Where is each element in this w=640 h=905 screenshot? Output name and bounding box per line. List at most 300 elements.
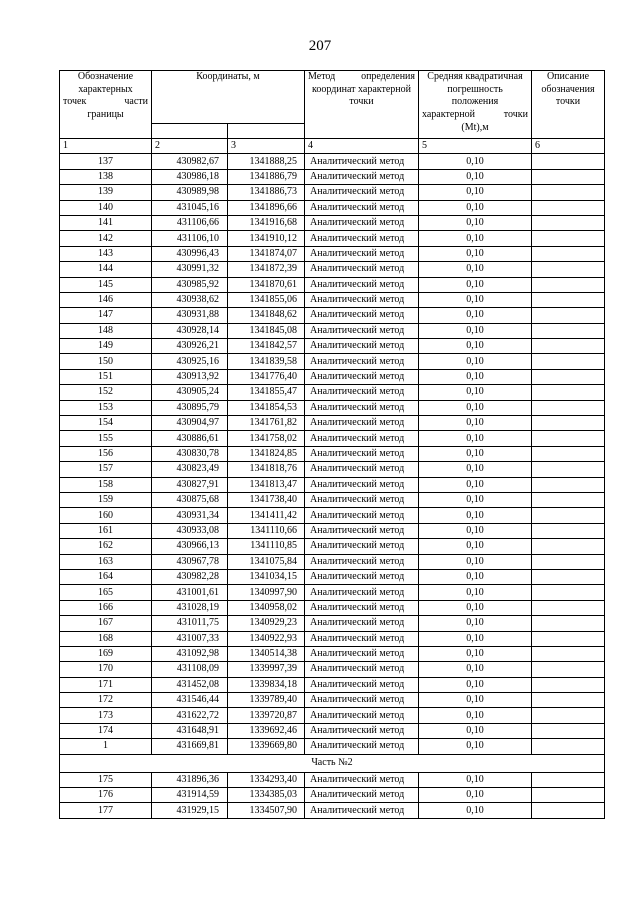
method-cell: Аналитический метод bbox=[305, 616, 419, 631]
point-number-cell: 147 bbox=[60, 308, 152, 323]
error-cell: 0,10 bbox=[419, 600, 532, 615]
page-number: 207 bbox=[308, 38, 332, 54]
error-cell: 0,10 bbox=[419, 772, 532, 787]
x-coordinate-cell: 431452,08 bbox=[152, 677, 228, 692]
x-coordinate-cell: 430926,21 bbox=[152, 339, 228, 354]
coordinates-table-container bbox=[59, 70, 604, 819]
header-point-designation-line: Обозначение bbox=[77, 71, 134, 82]
table-row bbox=[60, 539, 605, 554]
point-number-cell: 148 bbox=[60, 323, 152, 338]
point-number-cell: 177 bbox=[60, 803, 152, 818]
table-row bbox=[60, 492, 605, 507]
y-coordinate-cell: 1341855,47 bbox=[228, 385, 305, 400]
x-coordinate-cell: 430913,92 bbox=[152, 369, 228, 384]
description-cell bbox=[532, 323, 605, 338]
error-cell: 0,10 bbox=[419, 385, 532, 400]
method-cell: Аналитический метод bbox=[305, 400, 419, 415]
description-cell bbox=[532, 508, 605, 523]
part1-rows bbox=[60, 154, 605, 754]
point-number-cell: 159 bbox=[60, 492, 152, 507]
y-coordinate-cell: 1341738,40 bbox=[228, 492, 305, 507]
point-number-cell: 155 bbox=[60, 431, 152, 446]
y-coordinate-cell: 1341075,84 bbox=[228, 554, 305, 569]
error-cell: 0,10 bbox=[419, 477, 532, 492]
x-coordinate-cell: 430895,79 bbox=[152, 400, 228, 415]
x-coordinate-cell: 430827,91 bbox=[152, 477, 228, 492]
table-row bbox=[60, 246, 605, 261]
x-coordinate-cell: 431669,81 bbox=[152, 739, 228, 754]
table-row bbox=[60, 693, 605, 708]
x-coordinate-cell: 430982,28 bbox=[152, 569, 228, 584]
y-coordinate-cell: 1341411,42 bbox=[228, 508, 305, 523]
point-number-cell: 138 bbox=[60, 169, 152, 184]
point-number-cell: 162 bbox=[60, 539, 152, 554]
description-cell bbox=[532, 662, 605, 677]
table-row bbox=[60, 446, 605, 461]
y-coordinate-cell: 1341758,02 bbox=[228, 431, 305, 446]
point-number-cell: 163 bbox=[60, 554, 152, 569]
y-coordinate-cell: 1341848,62 bbox=[228, 308, 305, 323]
description-cell bbox=[532, 369, 605, 384]
method-cell: Аналитический метод bbox=[305, 246, 419, 261]
error-cell: 0,10 bbox=[419, 462, 532, 477]
point-number-cell: 143 bbox=[60, 246, 152, 261]
description-cell bbox=[532, 677, 605, 692]
method-cell: Аналитический метод bbox=[305, 431, 419, 446]
description-cell bbox=[532, 185, 605, 200]
point-number-cell: 142 bbox=[60, 231, 152, 246]
error-cell: 0,10 bbox=[419, 169, 532, 184]
header-error-line: положения bbox=[451, 96, 499, 108]
table-row bbox=[60, 788, 605, 803]
method-cell: Аналитический метод bbox=[305, 277, 419, 292]
error-cell: 0,10 bbox=[419, 262, 532, 277]
header-error bbox=[419, 71, 532, 139]
description-cell bbox=[532, 723, 605, 738]
header-error-line: погрешность bbox=[447, 83, 503, 95]
y-coordinate-cell: 1339669,80 bbox=[228, 739, 305, 754]
y-coordinate-cell: 1341818,76 bbox=[228, 462, 305, 477]
point-number-cell: 160 bbox=[60, 508, 152, 523]
x-coordinate-cell: 431896,36 bbox=[152, 772, 228, 787]
x-coordinate-cell: 431108,09 bbox=[152, 662, 228, 677]
point-number-cell: 141 bbox=[60, 215, 152, 230]
point-number-cell: 1 bbox=[60, 739, 152, 754]
table-row bbox=[60, 354, 605, 369]
x-coordinate-cell: 431546,44 bbox=[152, 693, 228, 708]
description-cell bbox=[532, 708, 605, 723]
point-number-cell: 169 bbox=[60, 646, 152, 661]
error-cell: 0,10 bbox=[419, 323, 532, 338]
method-cell: Аналитический метод bbox=[305, 169, 419, 184]
method-cell: Аналитический метод bbox=[305, 492, 419, 507]
description-cell bbox=[532, 569, 605, 584]
y-coordinate-cell: 1340514,38 bbox=[228, 646, 305, 661]
method-cell: Аналитический метод bbox=[305, 600, 419, 615]
y-coordinate-cell: 1341855,06 bbox=[228, 292, 305, 307]
y-coordinate-cell: 1339834,18 bbox=[228, 677, 305, 692]
table-row bbox=[60, 462, 605, 477]
y-coordinate-cell: 1339789,40 bbox=[228, 693, 305, 708]
y-coordinate-cell: 1340929,23 bbox=[228, 616, 305, 631]
point-number-cell: 170 bbox=[60, 662, 152, 677]
description-cell bbox=[532, 539, 605, 554]
x-coordinate-cell: 430931,34 bbox=[152, 508, 228, 523]
point-number-cell: 152 bbox=[60, 385, 152, 400]
description-cell bbox=[532, 154, 605, 169]
table-row bbox=[60, 772, 605, 787]
x-coordinate-cell: 431622,72 bbox=[152, 708, 228, 723]
error-cell: 0,10 bbox=[419, 277, 532, 292]
x-coordinate-cell: 430966,13 bbox=[152, 539, 228, 554]
method-cell: Аналитический метод bbox=[305, 323, 419, 338]
method-cell: Аналитический метод bbox=[305, 803, 419, 818]
method-cell: Аналитический метод bbox=[305, 631, 419, 646]
table-row bbox=[60, 677, 605, 692]
table-row bbox=[60, 215, 605, 230]
error-cell: 0,10 bbox=[419, 708, 532, 723]
description-cell bbox=[532, 600, 605, 615]
x-coordinate-cell: 430928,14 bbox=[152, 323, 228, 338]
header-error-line: характерной точки bbox=[422, 109, 528, 121]
x-coordinate-cell: 431648,91 bbox=[152, 723, 228, 738]
error-cell: 0,10 bbox=[419, 308, 532, 323]
table-row bbox=[60, 277, 605, 292]
description-cell bbox=[532, 308, 605, 323]
point-number-cell: 158 bbox=[60, 477, 152, 492]
y-coordinate-cell: 1339692,46 bbox=[228, 723, 305, 738]
description-cell bbox=[532, 693, 605, 708]
point-number-cell: 151 bbox=[60, 369, 152, 384]
x-coordinate-cell: 431007,33 bbox=[152, 631, 228, 646]
point-number-cell: 176 bbox=[60, 788, 152, 803]
part2-section bbox=[60, 754, 605, 772]
description-cell bbox=[532, 354, 605, 369]
x-coordinate-cell: 430982,67 bbox=[152, 154, 228, 169]
method-cell: Аналитический метод bbox=[305, 477, 419, 492]
y-coordinate-cell: 1341872,39 bbox=[228, 262, 305, 277]
x-coordinate-cell: 431106,10 bbox=[152, 231, 228, 246]
table-row bbox=[60, 200, 605, 215]
description-cell bbox=[532, 631, 605, 646]
method-cell: Аналитический метод bbox=[305, 154, 419, 169]
description-cell bbox=[532, 200, 605, 215]
error-cell: 0,10 bbox=[419, 246, 532, 261]
y-coordinate-cell: 1341813,47 bbox=[228, 477, 305, 492]
error-cell: 0,10 bbox=[419, 803, 532, 818]
point-number-cell: 137 bbox=[60, 154, 152, 169]
table-row bbox=[60, 185, 605, 200]
y-coordinate-cell: 1341842,57 bbox=[228, 339, 305, 354]
coordinates-table bbox=[59, 70, 605, 819]
error-cell: 0,10 bbox=[419, 554, 532, 569]
y-coordinate-cell: 1341896,66 bbox=[228, 200, 305, 215]
description-cell bbox=[532, 416, 605, 431]
x-coordinate-cell: 430933,08 bbox=[152, 523, 228, 538]
description-cell bbox=[532, 462, 605, 477]
error-cell: 0,10 bbox=[419, 446, 532, 461]
description-cell bbox=[532, 215, 605, 230]
table-row bbox=[60, 739, 605, 754]
error-cell: 0,10 bbox=[419, 369, 532, 384]
part2-title-row bbox=[60, 754, 605, 772]
description-cell bbox=[532, 431, 605, 446]
description-cell bbox=[532, 262, 605, 277]
y-coordinate-cell: 1341886,79 bbox=[228, 169, 305, 184]
method-cell: Аналитический метод bbox=[305, 231, 419, 246]
method-cell: Аналитический метод bbox=[305, 788, 419, 803]
description-cell bbox=[532, 616, 605, 631]
header-point-designation-line: точек части bbox=[63, 96, 148, 108]
method-cell: Аналитический метод bbox=[305, 585, 419, 600]
description-cell bbox=[532, 772, 605, 787]
method-cell: Аналитический метод bbox=[305, 416, 419, 431]
x-coordinate-cell: 430904,97 bbox=[152, 416, 228, 431]
error-cell: 0,10 bbox=[419, 739, 532, 754]
method-cell: Аналитический метод bbox=[305, 693, 419, 708]
header-method-line: точки bbox=[349, 96, 374, 108]
table-row bbox=[60, 708, 605, 723]
description-cell bbox=[532, 492, 605, 507]
y-coordinate-cell: 1334293,40 bbox=[228, 772, 305, 787]
x-coordinate-cell: 431106,66 bbox=[152, 215, 228, 230]
column-number: 5 bbox=[419, 139, 532, 154]
point-number-cell: 167 bbox=[60, 616, 152, 631]
table-row bbox=[60, 569, 605, 584]
error-cell: 0,10 bbox=[419, 292, 532, 307]
point-number-cell: 149 bbox=[60, 339, 152, 354]
description-cell bbox=[532, 246, 605, 261]
point-number-cell: 146 bbox=[60, 292, 152, 307]
point-number-cell: 156 bbox=[60, 446, 152, 461]
method-cell: Аналитический метод bbox=[305, 462, 419, 477]
header-point-designation-line: границы bbox=[87, 109, 124, 121]
method-cell: Аналитический метод bbox=[305, 723, 419, 738]
table-row bbox=[60, 616, 605, 631]
y-coordinate-cell: 1340997,90 bbox=[228, 585, 305, 600]
method-cell: Аналитический метод bbox=[305, 739, 419, 754]
method-cell: Аналитический метод bbox=[305, 339, 419, 354]
y-coordinate-cell: 1341839,58 bbox=[228, 354, 305, 369]
method-cell: Аналитический метод bbox=[305, 677, 419, 692]
x-coordinate-cell: 430875,68 bbox=[152, 492, 228, 507]
x-coordinate-cell: 430886,61 bbox=[152, 431, 228, 446]
table-row bbox=[60, 308, 605, 323]
method-cell: Аналитический метод bbox=[305, 262, 419, 277]
error-cell: 0,10 bbox=[419, 677, 532, 692]
part2-title: Часть №2 bbox=[60, 754, 605, 772]
column-number: 3 bbox=[228, 139, 305, 154]
method-cell: Аналитический метод bbox=[305, 446, 419, 461]
error-cell: 0,10 bbox=[419, 616, 532, 631]
column-number: 6 bbox=[532, 139, 605, 154]
header-method-line: координат характерной bbox=[311, 83, 412, 95]
table-row bbox=[60, 723, 605, 738]
error-cell: 0,10 bbox=[419, 215, 532, 230]
header-description-line: обозначения bbox=[541, 83, 595, 95]
y-coordinate-cell: 1341845,08 bbox=[228, 323, 305, 338]
method-cell: Аналитический метод bbox=[305, 772, 419, 787]
description-cell bbox=[532, 231, 605, 246]
table-row bbox=[60, 508, 605, 523]
table-row bbox=[60, 662, 605, 677]
method-cell: Аналитический метод bbox=[305, 569, 419, 584]
x-coordinate-cell: 430905,24 bbox=[152, 385, 228, 400]
header-method-line: Метод определения bbox=[308, 71, 415, 82]
method-cell: Аналитический метод bbox=[305, 662, 419, 677]
error-cell: 0,10 bbox=[419, 185, 532, 200]
error-cell: 0,10 bbox=[419, 646, 532, 661]
description-cell bbox=[532, 277, 605, 292]
x-coordinate-cell: 430938,62 bbox=[152, 292, 228, 307]
table-row bbox=[60, 339, 605, 354]
y-coordinate-cell: 1341874,07 bbox=[228, 246, 305, 261]
header-error-line: (Mt),м bbox=[461, 121, 489, 133]
description-cell bbox=[532, 446, 605, 461]
method-cell: Аналитический метод bbox=[305, 385, 419, 400]
x-coordinate-cell: 430989,98 bbox=[152, 185, 228, 200]
table-row bbox=[60, 416, 605, 431]
header-coordinates: Координаты, м bbox=[152, 71, 305, 124]
point-number-cell: 168 bbox=[60, 631, 152, 646]
point-number-cell: 150 bbox=[60, 354, 152, 369]
description-cell bbox=[532, 523, 605, 538]
error-cell: 0,10 bbox=[419, 431, 532, 446]
column-number: 1 bbox=[60, 139, 152, 154]
y-coordinate-cell: 1340958,02 bbox=[228, 600, 305, 615]
header-error-line: Средняя квадратичная bbox=[427, 71, 523, 82]
description-cell bbox=[532, 385, 605, 400]
point-number-cell: 165 bbox=[60, 585, 152, 600]
x-coordinate-cell: 430925,16 bbox=[152, 354, 228, 369]
table-row bbox=[60, 600, 605, 615]
y-coordinate-cell: 1340922,93 bbox=[228, 631, 305, 646]
x-coordinate-cell: 431011,75 bbox=[152, 616, 228, 631]
point-number-cell: 174 bbox=[60, 723, 152, 738]
description-cell bbox=[532, 292, 605, 307]
method-cell: Аналитический метод bbox=[305, 354, 419, 369]
table-row bbox=[60, 385, 605, 400]
table-row bbox=[60, 585, 605, 600]
x-coordinate-cell: 431001,61 bbox=[152, 585, 228, 600]
table-row bbox=[60, 554, 605, 569]
method-cell: Аналитический метод bbox=[305, 539, 419, 554]
error-cell: 0,10 bbox=[419, 631, 532, 646]
table-row bbox=[60, 292, 605, 307]
table-row bbox=[60, 369, 605, 384]
table-row bbox=[60, 400, 605, 415]
x-coordinate-cell: 430991,32 bbox=[152, 262, 228, 277]
description-cell bbox=[532, 400, 605, 415]
error-cell: 0,10 bbox=[419, 508, 532, 523]
y-coordinate-cell: 1341916,68 bbox=[228, 215, 305, 230]
x-coordinate-cell: 431092,98 bbox=[152, 646, 228, 661]
error-cell: 0,10 bbox=[419, 339, 532, 354]
header-x-empty bbox=[152, 124, 228, 139]
point-number-cell: 153 bbox=[60, 400, 152, 415]
y-coordinate-cell: 1341824,85 bbox=[228, 446, 305, 461]
description-cell bbox=[532, 803, 605, 818]
table-row bbox=[60, 262, 605, 277]
point-number-cell: 173 bbox=[60, 708, 152, 723]
description-cell bbox=[532, 554, 605, 569]
method-cell: Аналитический метод bbox=[305, 646, 419, 661]
error-cell: 0,10 bbox=[419, 585, 532, 600]
point-number-cell: 140 bbox=[60, 200, 152, 215]
table-row bbox=[60, 169, 605, 184]
x-coordinate-cell: 430985,92 bbox=[152, 277, 228, 292]
x-coordinate-cell: 431045,16 bbox=[152, 200, 228, 215]
table-row bbox=[60, 431, 605, 446]
table-row bbox=[60, 631, 605, 646]
table-row bbox=[60, 646, 605, 661]
error-cell: 0,10 bbox=[419, 723, 532, 738]
header-method bbox=[305, 71, 419, 139]
y-coordinate-cell: 1341910,12 bbox=[228, 231, 305, 246]
x-coordinate-cell: 430996,43 bbox=[152, 246, 228, 261]
method-cell: Аналитический метод bbox=[305, 369, 419, 384]
x-coordinate-cell: 430931,88 bbox=[152, 308, 228, 323]
point-number-cell: 166 bbox=[60, 600, 152, 615]
point-number-cell: 171 bbox=[60, 677, 152, 692]
column-number: 2 bbox=[152, 139, 228, 154]
x-coordinate-cell: 430830,78 bbox=[152, 446, 228, 461]
error-cell: 0,10 bbox=[419, 154, 532, 169]
x-coordinate-cell: 430823,49 bbox=[152, 462, 228, 477]
table-row bbox=[60, 154, 605, 169]
method-cell: Аналитический метод bbox=[305, 708, 419, 723]
error-cell: 0,10 bbox=[419, 354, 532, 369]
error-cell: 0,10 bbox=[419, 231, 532, 246]
description-cell bbox=[532, 339, 605, 354]
error-cell: 0,10 bbox=[419, 523, 532, 538]
y-coordinate-cell: 1341034,15 bbox=[228, 569, 305, 584]
y-coordinate-cell: 1334507,90 bbox=[228, 803, 305, 818]
error-cell: 0,10 bbox=[419, 693, 532, 708]
method-cell: Аналитический метод bbox=[305, 554, 419, 569]
table-row bbox=[60, 523, 605, 538]
y-coordinate-cell: 1341110,66 bbox=[228, 523, 305, 538]
error-cell: 0,10 bbox=[419, 492, 532, 507]
x-coordinate-cell: 431028,19 bbox=[152, 600, 228, 615]
column-number: 4 bbox=[305, 139, 419, 154]
point-number-cell: 145 bbox=[60, 277, 152, 292]
header-description-line: точки bbox=[555, 96, 581, 108]
method-cell: Аналитический метод bbox=[305, 185, 419, 200]
header-point-designation-line: характерных bbox=[78, 83, 133, 95]
method-cell: Аналитический метод bbox=[305, 215, 419, 230]
point-number-cell: 175 bbox=[60, 772, 152, 787]
header-description-line: Описание bbox=[546, 71, 590, 82]
point-number-cell: 161 bbox=[60, 523, 152, 538]
point-number-cell: 157 bbox=[60, 462, 152, 477]
x-coordinate-cell: 431914,59 bbox=[152, 788, 228, 803]
column-number-row bbox=[60, 139, 605, 154]
table-row bbox=[60, 477, 605, 492]
point-number-cell: 139 bbox=[60, 185, 152, 200]
error-cell: 0,10 bbox=[419, 416, 532, 431]
description-cell bbox=[532, 585, 605, 600]
y-coordinate-cell: 1341886,73 bbox=[228, 185, 305, 200]
error-cell: 0,10 bbox=[419, 200, 532, 215]
x-coordinate-cell: 430986,18 bbox=[152, 169, 228, 184]
table-row bbox=[60, 803, 605, 818]
point-number-cell: 154 bbox=[60, 416, 152, 431]
y-coordinate-cell: 1334385,03 bbox=[228, 788, 305, 803]
description-cell bbox=[532, 739, 605, 754]
error-cell: 0,10 bbox=[419, 788, 532, 803]
header-point-designation bbox=[60, 71, 152, 139]
